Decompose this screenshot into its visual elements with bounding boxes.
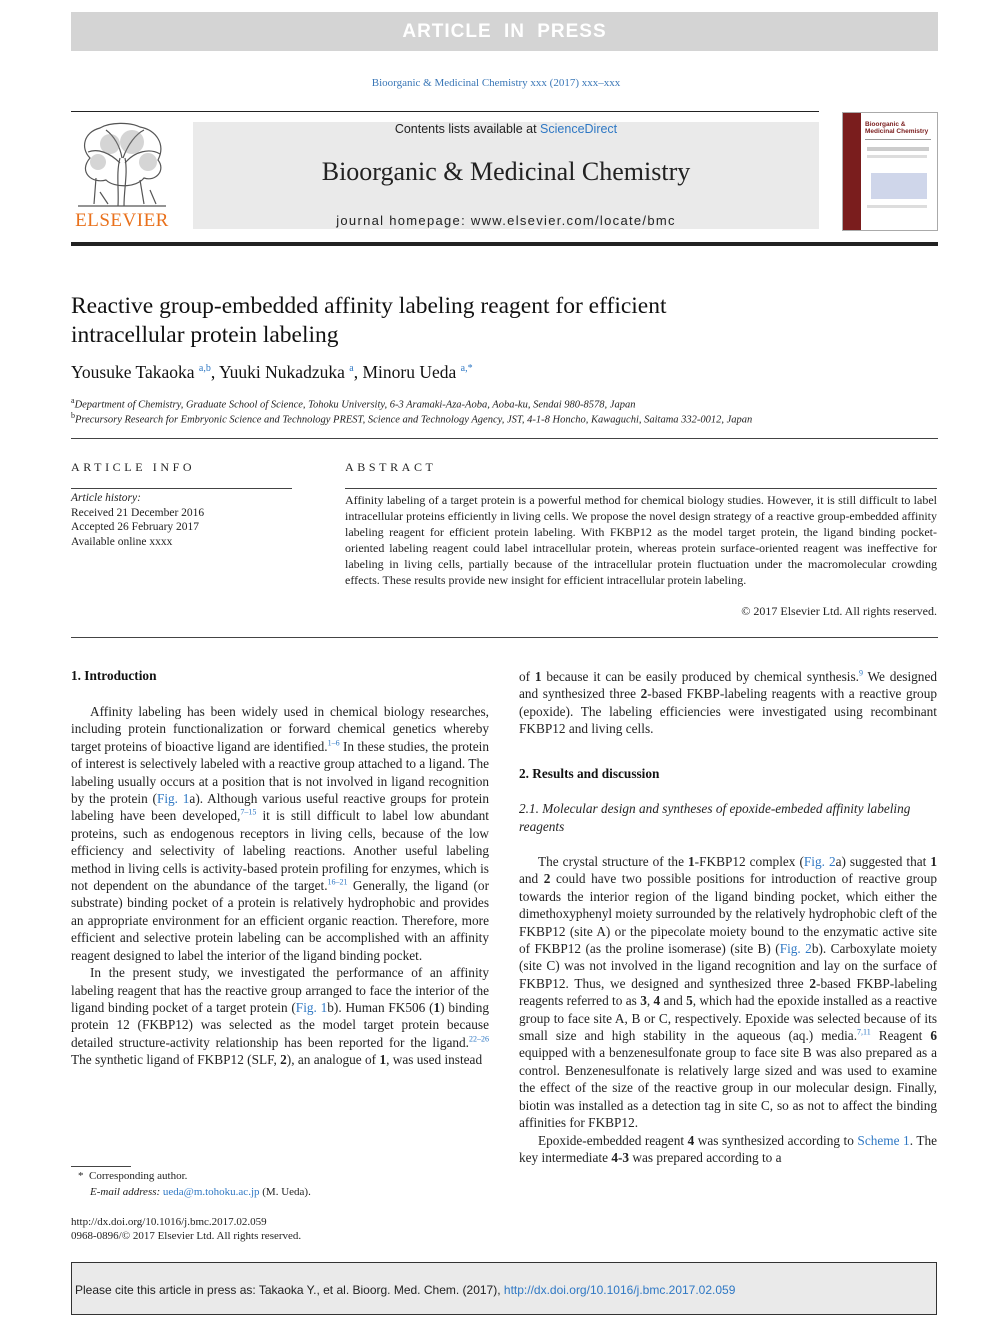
- email-suffix: (M. Ueda).: [262, 1186, 311, 1198]
- results-paragraph-1: The crystal structure of the 1-FKBP12 complex (Fig. 2a) suggested that 1 and 2 could have two possible positions for introduction of reactive group towards the interior region of the ligand binding pocket, which either the dimethoxyphenyl moiety surrounded by the relatively hydrophobic cleft of the FKBP12 (site A) or the pipecolate moiety bound to the enzymatic active site of FKBP12 (as the proline isomerase) (site B) (Fig. 2b). Carboxylate moiety (site C) was not involved in the ligand recognition and lay on the surface of FKBP12. Thus, we designed and synthesized three 2-based FKBP-labeling reagents referred to as 3, 4 and 5, which had the epoxide installed as a reactive group to face site A, B or C, respectively. Epoxide was selected because of its small size and high stability in the aqueous (aq.) media.$^{7,11}$ Reagent 6 equipped with a benzenesulfonate group to face site B was also prepared as a control. Benzenesulfonate is relatively large sized and was used to examine the effect of the size of the reactive group in our molecular design. Finally, biotin was installed as a detection tag in site C, so as not to affect the binding affinities for FKBP12.: [519, 854, 937, 1131]
- doi-link[interactable]: http://dx.doi.org/10.1016/j.bmc.2017.02.059: [71, 1216, 267, 1228]
- affiliation-b: [71, 411, 752, 426]
- compound-number: 1: [930, 854, 937, 869]
- contents-prefix: Contents lists available at: [394, 122, 541, 136]
- author-name: Yuuki Nukadzuka: [218, 362, 345, 382]
- author-affil-sup[interactable]: a: [349, 363, 354, 375]
- figure-link[interactable]: Fig. 2: [779, 941, 812, 957]
- article-info-label: ARTICLE INFO: [71, 460, 196, 474]
- abstract-copyright: © 2017 Elsevier Ltd. All rights reserved.: [741, 604, 937, 618]
- contents-line: [193, 122, 819, 136]
- cover-text-block: [867, 155, 927, 158]
- compound-number: 4: [687, 1132, 695, 1148]
- compound-number: 4: [653, 993, 661, 1009]
- cover-text-block: [867, 205, 927, 208]
- right-column-body: [519, 853, 937, 1166]
- cover-image: [871, 173, 927, 199]
- affiliation-a: [71, 396, 635, 411]
- journal-title: Bioorganic & Medicinal Chemistry: [321, 157, 691, 186]
- accepted-date: Accepted 26 February 2017: [71, 521, 200, 533]
- issn-copyright: 0968-0896/© 2017 Elsevier Ltd. All rights reserved.: [71, 1230, 302, 1242]
- citation-ref[interactable]: 7–15: [240, 808, 257, 818]
- citation-ref[interactable]: 9: [859, 668, 863, 678]
- affiliation-sup: b: [71, 411, 75, 420]
- cite-line: [75, 1283, 735, 1297]
- elsevier-tree-logo: [70, 118, 174, 210]
- compound-number: 1: [534, 669, 542, 684]
- email-link[interactable]: ueda@m.tohoku.ac.jp: [162, 1186, 260, 1198]
- compound-number: 2: [640, 686, 648, 702]
- compound-number: 4-3: [611, 1149, 630, 1165]
- affiliation-sup: a: [71, 396, 75, 405]
- author-affil-sup[interactable]: a,b: [198, 363, 211, 375]
- online-date: Available online xxxx: [71, 535, 173, 548]
- cover-line: [865, 139, 931, 140]
- email-footnote: [90, 1186, 311, 1198]
- cover-spine: [843, 113, 861, 230]
- affiliation-rule: [71, 438, 938, 439]
- journal-citation-link[interactable]: Bioorganic & Medicinal Chemistry xxx (2017) xxx–xxx: [371, 77, 621, 89]
- cover-text-block: [867, 147, 929, 151]
- abstract-bottom-rule: [71, 637, 938, 638]
- affiliation-text: Department of Chemistry, Graduate School of Science, Tohoku University, 6-3 Aramaki-Aza-Aoba, Aoba-ku, Sendai 980-8578, Japan: [74, 399, 636, 411]
- right-column-top: [519, 668, 937, 738]
- results-paragraph-2: Epoxide-embedded reagent 4 was synthesized according to Scheme 1. The key intermediate 4-3 was prepared according to a: [519, 1132, 937, 1165]
- footnote-rule: [71, 1166, 131, 1167]
- elsevier-wordmark: ELSEVIER: [75, 210, 169, 231]
- cite-prefix: Please cite this article in press as: Takaoka Y., et al. Bioorg. Med. Chem. (2017),: [75, 1283, 504, 1297]
- affiliation-text: Precursory Research for Embryonic Science and Technology PREST, Science and Technology Agency, JST, 4-1-8 Honcho, Kawaguchi, Saitama 332-0012, Japan: [75, 414, 753, 426]
- article-title-line: intracellular protein labeling: [71, 322, 339, 348]
- compound-number: 1: [688, 854, 695, 869]
- compound-number: 5: [686, 993, 693, 1009]
- left-column: [71, 703, 489, 1069]
- sciencedirect-link[interactable]: ScienceDirect: [540, 122, 618, 136]
- results-heading: 2. Results and discussion: [519, 766, 660, 781]
- author-list: Yousuke Takaoka $^{a,b}$, Yuuki Nukadzuka $^a$, Minoru Ueda $^{a,*}$: [71, 362, 473, 382]
- intro-paragraph-3: of 1 because it can be easily produced by chemical synthesis.$^9$ We designed and synthesized three 2-based FKBP-labeling reagents with a reactive group (epoxide). The labeling efficiencies were investigated using recombinant FKBP12 and living cells.: [519, 668, 937, 737]
- citation-ref[interactable]: 22–26: [469, 1034, 489, 1044]
- citation-ref[interactable]: 7,11: [857, 1027, 871, 1037]
- citation-ref[interactable]: 16–21: [327, 877, 348, 887]
- compound-number: 1: [379, 1052, 387, 1068]
- received-date: Received 21 December 2016: [71, 506, 205, 519]
- abstract-text: Affinity labeling of a target protein is a powerful method for chemical biology studies. However, it is still difficult to label intracellular proteins efficiently in living cells. We propose the novel design strategy of a reactive group-embedded affinity labeling reagent for efficient protein labeling. With FKBP12 as the model target protein, the ligand binding pocket-oriented labeling reagent could label intracellular protein, whereas protein surface-oriented reagent was ineffective for labeling in living cells, partially because of the intracellular protein fluctuation under the macromolecular crowding effects. These results provide new insight for efficient intracellular protein labeling.: [345, 493, 937, 587]
- scheme-link[interactable]: Scheme 1: [857, 1132, 910, 1148]
- intro-paragraph-2: In the present study, we investigated the performance of an affinity labeling reagent that has the reactive group arranged to face the interior of the ligand binding pocket of a target protein (Fig. 1b). Human FK506 (1) binding protein 12 (FKBP12) was selected as the model target protein because detailed structure-activity relationship has been reported for the ligand.$^{22-26}$ The synthetic ligand of FKBP12 (SLF, 2), an analogue of 1, was used instead: [71, 965, 489, 1068]
- author-name: Yousuke Takaoka: [71, 362, 195, 382]
- cite-doi-link[interactable]: http://dx.doi.org/10.1016/j.bmc.2017.02.059: [503, 1283, 736, 1297]
- journal-homepage[interactable]: journal homepage: www.elsevier.com/locate/bmc: [336, 213, 676, 228]
- article-history: [71, 491, 204, 549]
- author-name: Minoru Ueda: [362, 362, 457, 382]
- header-bottom-rule: [71, 242, 938, 246]
- intro-heading: 1. Introduction: [71, 668, 157, 683]
- article-info-rule: [71, 488, 292, 489]
- article-title-line: Reactive group-embedded affinity labeling reagent for efficient: [71, 293, 667, 319]
- header-top-rule: [71, 111, 819, 112]
- compound-number: 1: [433, 999, 441, 1015]
- compound-number: 3: [640, 993, 647, 1009]
- figure-link[interactable]: Fig. 1: [156, 791, 190, 807]
- intro-paragraph-1: Affinity labeling has been widely used in chemical biology researches, including protein functionalization or forward chemical genetics whereby target proteins of bioactive ligand are identified.$^{1-6}$ In these studies, the protein of interest is selectively labeled with a reactive group attached to a ligand. The labeling usually occurs at a position that is not involved in ligand recognition by the protein (Fig. 1a). Although various useful reactive groups for protein labeling have been developed,$^{7-15}$ it is still difficult to label low abundant proteins, such as endogenous receptors in living cells, because of the low efficiency and selectivity of labeling reactions. Another useful labeling method in living cells is activity-based protein profiling for enzymes, which is not dependent on the abundance of the target.$^{16-21}$ Generally, the ligand (or substrate) binding pocket of a protein is relatively hydrophobic and provides an appropriate environment for an efficient organic reaction. Therefore, more efficient and selective protein labeling can be accomplished with an affinity reagent designed to label the interior of the ligand binding pocket.: [71, 704, 490, 963]
- compound-number: 2: [280, 1052, 287, 1068]
- figure-link[interactable]: Fig. 2: [803, 854, 836, 869]
- compound-number: 2: [543, 871, 551, 887]
- compound-number: 6: [930, 1028, 937, 1044]
- figure-link[interactable]: Fig. 1: [295, 999, 328, 1015]
- history-label: Article history:: [71, 492, 141, 504]
- cover-title: Bioorganic & Medicinal Chemistry: [865, 121, 929, 135]
- corresponding-footnote: * Corresponding author.: [78, 1170, 188, 1182]
- email-label: E-mail address:: [90, 1186, 161, 1198]
- author-affil-sup[interactable]: a,*: [460, 363, 473, 375]
- article-title: [71, 292, 931, 350]
- abstract-rule: [345, 488, 937, 489]
- abstract-label: ABSTRACT: [345, 460, 437, 474]
- compound-number: 2: [809, 975, 817, 991]
- results-subheading: 2.1. Molecular design and syntheses of epoxide-embeded affinity labeling reagents: [519, 801, 911, 834]
- corresponding-text: Corresponding author.: [89, 1170, 188, 1182]
- article-in-press-banner: ARTICLE IN PRESS: [71, 12, 938, 51]
- citation-ref[interactable]: 1–6: [327, 738, 340, 748]
- journal-cover-thumbnail[interactable]: [842, 112, 938, 231]
